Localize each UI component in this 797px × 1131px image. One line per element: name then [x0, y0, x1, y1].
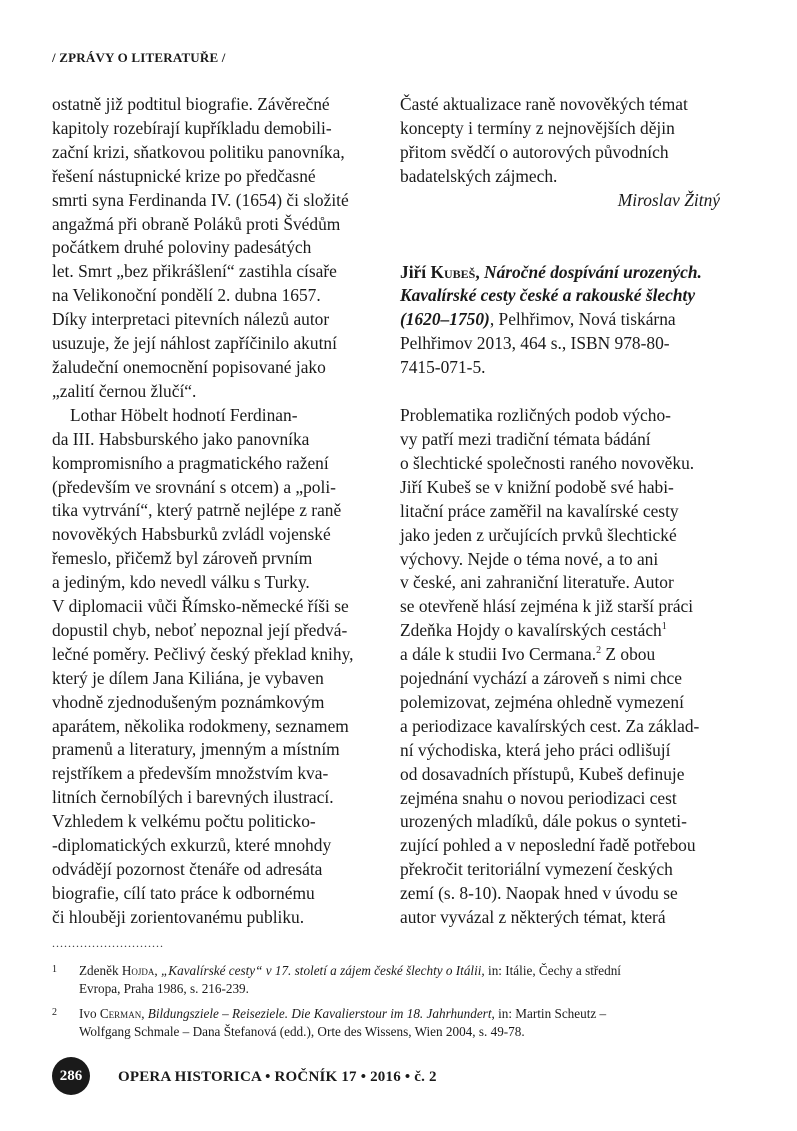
text-line: zemí (s. 8-10). Naopak hned v úvodu se [400, 883, 678, 904]
footnote-author: Cerman [99, 1006, 142, 1021]
text-line: usuzuje, že její náhlost zapříčinilo akutní [52, 333, 337, 354]
text-segment: , in: Martin Scheutz – [491, 1006, 607, 1021]
text-line: Lothar Höbelt hodnotí Ferdinan- [70, 404, 298, 425]
text-line: V diplomacii vůči Římsko-německé říši se [52, 596, 349, 617]
review-title: Náročné dospívání urozených. [484, 261, 702, 282]
footnote-number: 2 [52, 1007, 57, 1018]
text-line: či hlouběji zorientovanému publiku. [52, 906, 305, 927]
text-line: odvádějí pozornost čtenáře od adresáta [52, 859, 323, 879]
text-line: pojednání vychází a zároveň s nimi chce [400, 668, 682, 689]
text-line: -diplomatických exkurzů, které mnohdy [52, 835, 332, 856]
journal-footer: OPERA HISTORICA • ROČNÍK 17 • 2016 • č. 2 [118, 1069, 437, 1085]
text-line: lečné poměry. Pečlivý český překlad knihy, [52, 643, 354, 664]
section-header: / ZPRÁVY O LITERATUŘE / [52, 50, 226, 65]
text-line: koncepty i termíny z nejnovějších dějin [400, 117, 675, 138]
text-line [79, 1005, 744, 1023]
text-line: Vzhledem k velkému počtu politicko- [52, 811, 316, 832]
footnote-text [79, 962, 744, 997]
text-line: „zalití černou žlučí“. [52, 380, 197, 401]
text-line: litační práce zaměřil na kavalírské cesty [400, 500, 679, 521]
footnote-ref[interactable]: 2 [596, 645, 602, 657]
text-line: angažmá při obraně Poláků proti Švédům [52, 213, 341, 234]
text-line: vy patří mezi tradiční témata bádání [400, 428, 651, 449]
text-line: zejména snahu o novou periodizaci cest [400, 787, 677, 808]
footnote-number: 1 [52, 964, 57, 975]
text-line: v české, ani zahraniční literatuře. Autor [400, 572, 674, 593]
text-line: aparátem, několika rodokmeny, seznamem [52, 715, 349, 736]
text-line: vhodně zjednodušeným poznámkovým [52, 691, 325, 712]
text-line: žaludeční onemocnění popisované jako [52, 356, 326, 377]
footnote-ref[interactable]: 1 [661, 621, 667, 633]
paragraph [52, 404, 372, 930]
text-line: Problematika rozličných podob výcho- [400, 405, 671, 426]
footnote-author: Hojda [121, 963, 155, 978]
text-line [400, 619, 720, 643]
text-line: 7415-071-5. [400, 357, 486, 378]
text-line: Pelhřimov 2013, 464 s., ISBN 978-80- [400, 333, 670, 354]
text-line: pramenů a literatury, jmenným a místním [52, 739, 340, 760]
text-line: Díky interpretaci pitevních nálezů autor [52, 309, 330, 330]
review-title: (1620–1750) [400, 309, 490, 330]
text-line: na Velikonoční pondělí 2. dubna 1657. [52, 285, 321, 306]
text-segment: , [154, 963, 161, 978]
right-column [400, 93, 720, 930]
text-line: (především ve srovnání s otcem) a „poli- [52, 476, 336, 497]
text-line: urozených mladíků, dále pokus o synteti- [400, 811, 687, 832]
text-line: ní východiska, která jeho práci odlišují [400, 739, 671, 760]
text-line: polemizovat, zejména ohledně vymezení [400, 691, 684, 712]
text-line: smrti syna Ferdinanda IV. (1654) či složité [52, 189, 349, 210]
text-line [79, 962, 744, 980]
review-sep: , [475, 261, 485, 282]
text-segment: , [141, 1006, 148, 1021]
text-line [400, 308, 720, 332]
text-line: badatelských zájmech. [400, 165, 558, 186]
text-line: výchovy. Nejde o téma nové, a to ani [400, 548, 659, 569]
text-line: kompromisního a pragmatického ražení [52, 452, 329, 473]
footnote-title: „Kavalírské cesty“ v 17. století a zájem české šlechty o Itálii, [160, 963, 485, 978]
footnote-rule: ............................ [52, 936, 164, 950]
page-number-badge: 286 [52, 1057, 90, 1095]
paragraph [400, 93, 720, 189]
review-title: Kavalírské cesty české a rakouské šlechty [400, 285, 696, 306]
text-line: od dosavadních přístupů, Kubeš definuje [400, 763, 685, 784]
text-line: ostatně již podtitul biografie. Závěrečné [52, 94, 330, 114]
text-line [400, 284, 720, 308]
text-line: Časté aktualizace raně novověkých témat [400, 94, 688, 114]
review-heading [400, 261, 720, 381]
text-line: litních černobílých i barevných ilustrací. [52, 787, 334, 808]
text-line: přitom svědčí o autorových původních [400, 141, 669, 162]
text-line: biografie, cílí tato práce k odbornému [52, 882, 315, 903]
text-line: zační krizi, sňatkovou politiku panovníka, [52, 141, 345, 162]
text-line: dopustil chyb, neboť nepoznal její předvá- [52, 619, 348, 640]
text-line: jako jeden z určujících prvků šlechtické [400, 524, 677, 545]
text-line: řešení nástupnické krize po předčasné [52, 165, 316, 186]
text-segment: Ivo [79, 1006, 100, 1021]
text-segment: Zdeněk [79, 963, 122, 978]
paragraph [52, 93, 372, 404]
text-line: da III. Habsburského jako panovníka [52, 428, 310, 449]
text-line: překročit teritoriální vymezení českých [400, 859, 673, 880]
review-signature: Miroslav Žitný [617, 189, 720, 210]
left-column [52, 93, 372, 930]
text-line: Evropa, Praha 1986, s. 216-239. [79, 980, 249, 996]
paragraph [400, 404, 720, 930]
text-line: o šlechtické společnosti raného novověku. [400, 452, 695, 473]
text-line: autor vyvázal z některých témat, která [400, 907, 666, 928]
text-line: Jiří Kubeš se v knižní podobě své habi- [400, 476, 674, 497]
text-line: počátkem druhé poloviny padesátých [52, 237, 312, 258]
review-author-last: Kubeš [430, 261, 476, 282]
text-line: zující pohled a v neposlední řadě potřebou [400, 835, 696, 856]
footnote-title: Bildungsziele – Reiseziele. Die Kavalierstour im 18. Jahrhundert [147, 1006, 492, 1021]
text-segment: a dále k studii Ivo Cermana. [400, 644, 597, 665]
text-line [400, 643, 720, 667]
text-segment: Z obou [601, 644, 656, 665]
text-line: rejstříkem a především množstvím kva- [52, 763, 329, 784]
text-segment: in: Itálie, Čechy a střední [484, 963, 621, 978]
text-line: novověkých Habsburků zvládl vojenské [52, 524, 331, 545]
text-line: Wolfgang Schmale – Dana Štefanová (edd.), Orte des Wissens, Wien 2004, s. 49-78. [79, 1023, 525, 1039]
footnote-text [79, 1005, 744, 1040]
text-line: se otevřeně hlásí zejména k již starší práci [400, 596, 694, 617]
text-line [400, 261, 720, 285]
review-author-first: Jiří [400, 261, 431, 282]
text-line: tika vytrvání“, který patrně nejlépe z raně [52, 500, 342, 521]
text-line: let. Smrt „bez přikrášlení“ zastihla císaře [52, 261, 337, 282]
review-publication: , Pelhřimov, Nová tiskárna [489, 309, 676, 330]
text-segment: Zdeňka Hojdy o kavalírských cestách [400, 620, 662, 641]
text-line: a jediným, kdo nevedl válku s Turky. [52, 572, 310, 593]
text-line: a periodizace kavalírských cest. Za základ- [400, 715, 700, 736]
text-line: řemeslo, přičemž byl zároveň prvním [52, 548, 313, 569]
text-line: kapitoly rozebírají kupříkladu demobili- [52, 117, 332, 138]
text-line: který je dílem Jana Kiliána, je vybaven [52, 667, 324, 688]
